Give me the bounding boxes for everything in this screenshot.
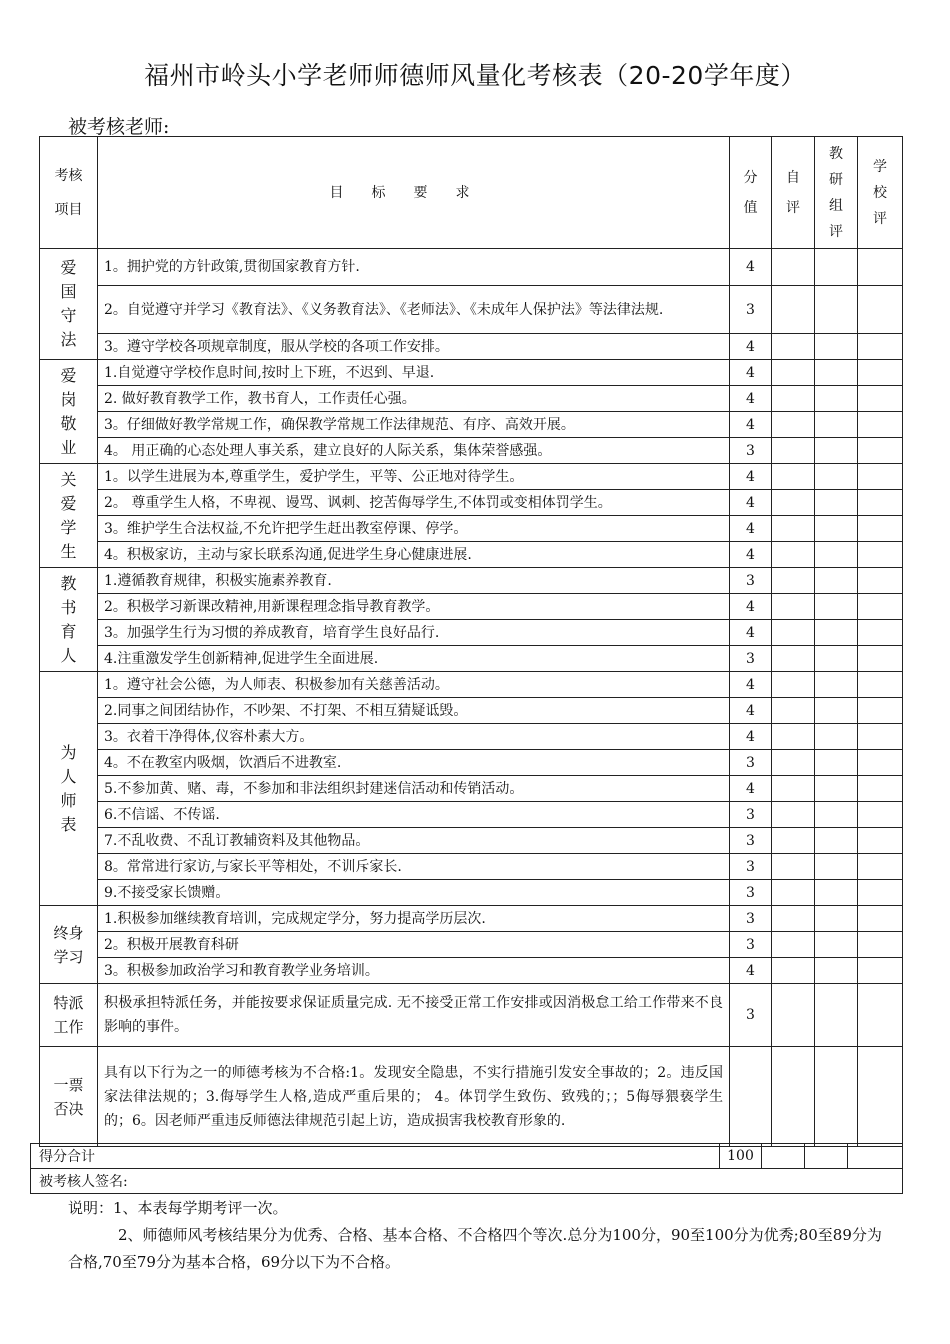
self-eval-cell[interactable] (772, 802, 815, 828)
group-eval-cell[interactable] (815, 360, 858, 386)
self-eval-cell[interactable] (772, 542, 815, 568)
group-eval-cell[interactable] (815, 249, 858, 286)
self-eval-cell[interactable] (772, 1047, 815, 1147)
self-eval-cell[interactable] (772, 516, 815, 542)
table-row (40, 984, 903, 1047)
header-score: 分值 (730, 137, 772, 249)
category-label: 一票否决 (53, 1075, 84, 1118)
school-eval-cell[interactable] (858, 958, 903, 984)
score-value: 4 (730, 360, 772, 386)
group-eval-cell[interactable] (815, 438, 858, 464)
header-school-eval: 学校评 (858, 137, 903, 249)
table-row (40, 286, 903, 334)
score-value: 3 (730, 854, 772, 880)
score-value: 3 (730, 438, 772, 464)
category-label: 终身学习 (53, 923, 84, 966)
score-value: 3 (730, 906, 772, 932)
category-label: 为人师表 (60, 742, 77, 834)
school-eval-cell[interactable] (858, 646, 903, 672)
table-row (40, 438, 903, 464)
requirement-text: 4。不在教室内吸烟，饮酒后不进教室. (98, 750, 730, 776)
category-cell (40, 672, 98, 906)
score-value: 3 (730, 828, 772, 854)
school-eval-cell[interactable] (858, 698, 903, 724)
group-eval-cell[interactable] (815, 412, 858, 438)
header-category: 考核项目 (40, 137, 98, 249)
requirement-text: 3。加强学生行为习惯的养成教育，培育学生良好品行. (98, 620, 730, 646)
requirement-text: 4.注重激发学生创新精神,促进学生全面进展. (98, 646, 730, 672)
self-eval-cell[interactable] (772, 412, 815, 438)
self-eval-cell[interactable] (772, 672, 815, 698)
signature-row (31, 1169, 903, 1194)
score-value: 4 (730, 724, 772, 750)
score-value: 3 (730, 286, 772, 334)
teacher-name-label: 被考核老师: (68, 116, 170, 138)
group-eval-cell[interactable] (815, 594, 858, 620)
total-group-cell[interactable] (805, 1144, 848, 1169)
table-row (40, 646, 903, 672)
page-title: 福州市岭头小学老师师德师风量化考核表（20-20学年度） (144, 61, 806, 90)
table-row (40, 672, 903, 698)
table-row (40, 776, 903, 802)
table-row (40, 386, 903, 412)
score-value: 3 (730, 802, 772, 828)
category-cell (40, 464, 98, 568)
group-eval-cell[interactable] (815, 568, 858, 594)
school-eval-cell[interactable] (858, 412, 903, 438)
group-eval-cell[interactable] (815, 906, 858, 932)
group-eval-cell[interactable] (815, 828, 858, 854)
requirement-text: 3。维护学生合法权益,不允许把学生赶出教室停课、停学。 (98, 516, 730, 542)
score-value: 4 (730, 594, 772, 620)
requirement-text: 1。遵守社会公德，为人师表、积极参加有关慈善活动。 (98, 672, 730, 698)
requirement-text: 2。 尊重学生人格，不卑视、谩骂、讽刺、挖苦侮辱学生,不体罚或变相体罚学生。 (98, 490, 730, 516)
group-eval-cell[interactable] (815, 286, 858, 334)
signature-label: 被考核人签名: (31, 1169, 903, 1194)
score-value: 4 (730, 672, 772, 698)
score-value: 4 (730, 386, 772, 412)
group-eval-cell[interactable] (815, 620, 858, 646)
score-value: 4 (730, 542, 772, 568)
school-eval-cell[interactable] (858, 828, 903, 854)
school-eval-cell[interactable] (858, 1047, 903, 1147)
requirement-text: 4。 用正确的心态处理人事关系，建立良好的人际关系，集体荣誉感强。 (98, 438, 730, 464)
table-row (40, 854, 903, 880)
requirement-text: 3。积极参加政治学习和教育教学业务培训。 (98, 958, 730, 984)
school-eval-cell[interactable] (858, 249, 903, 286)
total-self-cell[interactable] (762, 1144, 805, 1169)
total-row (31, 1144, 903, 1169)
group-eval-cell[interactable] (815, 984, 858, 1047)
requirement-text: 5.不参加黄、赌、毒，不参加和非法组织封建迷信活动和传销活动。 (98, 776, 730, 802)
self-eval-cell[interactable] (772, 386, 815, 412)
self-eval-cell[interactable] (772, 568, 815, 594)
school-eval-cell[interactable] (858, 724, 903, 750)
self-eval-cell[interactable] (772, 750, 815, 776)
category-cell (40, 249, 98, 360)
self-eval-cell[interactable] (772, 724, 815, 750)
requirement-text: 3。仔细做好教学常规工作，确保教学常规工作法律规范、有序、高效开展。 (98, 412, 730, 438)
group-eval-cell[interactable] (815, 1047, 858, 1147)
table-row (40, 750, 903, 776)
score-value: 3 (730, 932, 772, 958)
requirement-text: 具有以下行为之一的师德考核为不合格:1。发现安全隐患，不实行措施引发安全事故的；2。违反国家法律法规的；3.侮辱学生人格,造成严重后果的； 4。体罚学生致伤、致残的；；5侮辱猥亵学生的；6。因老师严重违反师德法律规范引起上访，造成损害我校教育形象的. (98, 1047, 730, 1147)
group-eval-cell[interactable] (815, 386, 858, 412)
school-eval-cell[interactable] (858, 542, 903, 568)
school-eval-cell[interactable] (858, 490, 903, 516)
group-eval-cell[interactable] (815, 776, 858, 802)
self-eval-cell[interactable] (772, 360, 815, 386)
self-eval-cell[interactable] (772, 984, 815, 1047)
school-eval-cell[interactable] (858, 286, 903, 334)
school-eval-cell[interactable] (858, 620, 903, 646)
table-row (40, 802, 903, 828)
table-row (40, 360, 903, 386)
score-value: 4 (730, 516, 772, 542)
school-eval-cell[interactable] (858, 776, 903, 802)
self-eval-cell[interactable] (772, 438, 815, 464)
category-label: 关爱学生 (60, 469, 77, 561)
table-row (40, 724, 903, 750)
note-line-2: 2、师德师风考核结果分为优秀、合格、基本合格、不合格四个等次.总分为100分，90至100分为优秀;80至89分为合格,70至79分为基本合格，69分以下为不合格。 (68, 1226, 882, 1271)
category-cell (40, 1047, 98, 1147)
requirement-text: 9.不接受家长馈赠。 (98, 880, 730, 906)
requirement-text: 4。积极家访，主动与家长联系沟通,促进学生身心健康进展. (98, 542, 730, 568)
school-eval-cell[interactable] (858, 334, 903, 360)
group-eval-cell[interactable] (815, 698, 858, 724)
group-eval-cell[interactable] (815, 880, 858, 906)
requirement-text: 1.遵循教育规律，积极实施素养教育. (98, 568, 730, 594)
header-group-eval: 教研组评 (815, 137, 858, 249)
score-value: 3 (730, 750, 772, 776)
group-eval-cell[interactable] (815, 464, 858, 490)
group-eval-cell[interactable] (815, 490, 858, 516)
school-eval-cell[interactable] (858, 880, 903, 906)
table-row (40, 594, 903, 620)
score-value: 3 (730, 646, 772, 672)
school-eval-cell[interactable] (858, 854, 903, 880)
score-value: 3 (730, 880, 772, 906)
self-eval-cell[interactable] (772, 698, 815, 724)
school-eval-cell[interactable] (858, 438, 903, 464)
group-eval-cell[interactable] (815, 802, 858, 828)
requirement-text: 1。以学生进展为本,尊重学生，爱护学生，平等、公正地对待学生。 (98, 464, 730, 490)
self-eval-cell[interactable] (772, 932, 815, 958)
score-value (730, 1047, 772, 1147)
requirement-text: 3。遵守学校各项规章制度，服从学校的各项工作安排。 (98, 334, 730, 360)
group-eval-cell[interactable] (815, 854, 858, 880)
school-eval-cell[interactable] (858, 672, 903, 698)
score-value: 3 (730, 984, 772, 1047)
self-eval-cell[interactable] (772, 828, 815, 854)
self-eval-cell[interactable] (772, 490, 815, 516)
self-eval-cell[interactable] (772, 464, 815, 490)
requirement-text: 2。积极学习新课改精神,用新课程理念指导教育教学。 (98, 594, 730, 620)
summary-table (30, 1143, 903, 1194)
school-eval-cell[interactable] (858, 802, 903, 828)
category-cell (40, 568, 98, 672)
category-cell (40, 360, 98, 464)
score-value: 4 (730, 958, 772, 984)
score-value: 4 (730, 698, 772, 724)
header-self-eval: 自评 (772, 137, 815, 249)
score-value: 4 (730, 334, 772, 360)
self-eval-cell[interactable] (772, 880, 815, 906)
score-value: 4 (730, 620, 772, 646)
table-row (40, 249, 903, 286)
category-label: 教书育人 (60, 573, 77, 665)
group-eval-cell[interactable] (815, 958, 858, 984)
requirement-text: 积极承担特派任务，并能按要求保证质量完成. 无不接受正常工作安排或因消极怠工给工作带来不良影响的事件。 (98, 984, 730, 1047)
requirement-text: 1.自觉遵守学校作息时间,按时上下班，不迟到、早退. (98, 360, 730, 386)
notes (68, 1195, 886, 1276)
table-row (40, 1047, 903, 1147)
group-eval-cell[interactable] (815, 724, 858, 750)
category-cell (40, 984, 98, 1047)
table-row (40, 932, 903, 958)
self-eval-cell[interactable] (772, 249, 815, 286)
category-label: 爱国守法 (60, 258, 77, 349)
group-eval-cell[interactable] (815, 646, 858, 672)
school-eval-cell[interactable] (858, 516, 903, 542)
table-row (40, 412, 903, 438)
self-eval-cell[interactable] (772, 594, 815, 620)
requirement-text: 3。衣着干净得体,仪容朴素大方。 (98, 724, 730, 750)
assessment-table (39, 136, 903, 1147)
school-eval-cell[interactable] (858, 360, 903, 386)
school-eval-cell[interactable] (858, 568, 903, 594)
table-row (40, 542, 903, 568)
requirement-text: 6.不信谣、不传谣. (98, 802, 730, 828)
score-value: 4 (730, 490, 772, 516)
requirement-text: 7.不乱收费、不乱订教辅资料及其他物品。 (98, 828, 730, 854)
requirement-text: 2. 做好教育教学工作，教书育人，工作责任心强。 (98, 386, 730, 412)
school-eval-cell[interactable] (858, 984, 903, 1047)
school-eval-cell[interactable] (858, 932, 903, 958)
table-row (40, 880, 903, 906)
table-row (40, 464, 903, 490)
requirement-text: 2。自觉遵守并学习《教育法》、《义务教育法》、《老师法》、《未成年人保护法》等法律法规. (98, 286, 730, 334)
table-row (40, 516, 903, 542)
total-value: 100 (720, 1144, 762, 1169)
table-row (40, 698, 903, 724)
school-eval-cell[interactable] (858, 386, 903, 412)
score-value: 4 (730, 412, 772, 438)
requirement-text: 1.积极参加继续教育培训，完成规定学分，努力提高学历层次. (98, 906, 730, 932)
self-eval-cell[interactable] (772, 776, 815, 802)
score-value: 3 (730, 568, 772, 594)
requirement-text: 8。常常进行家访,与家长平等相处，不训斥家长. (98, 854, 730, 880)
category-label: 爱岗敬业 (60, 365, 77, 457)
table-header-row (40, 137, 903, 249)
total-school-cell[interactable] (848, 1144, 903, 1169)
school-eval-cell[interactable] (858, 464, 903, 490)
table-row (40, 568, 903, 594)
self-eval-cell[interactable] (772, 286, 815, 334)
group-eval-cell[interactable] (815, 542, 858, 568)
self-eval-cell[interactable] (772, 854, 815, 880)
requirement-text: 1。拥护党的方针政策,贯彻国家教育方针. (98, 249, 730, 286)
score-value: 4 (730, 464, 772, 490)
group-eval-cell[interactable] (815, 334, 858, 360)
table-row (40, 490, 903, 516)
score-value: 4 (730, 249, 772, 286)
total-label: 得分合计 (31, 1144, 720, 1169)
header-requirement: 目标要求 (98, 137, 730, 249)
self-eval-cell[interactable] (772, 646, 815, 672)
category-label: 特派工作 (53, 994, 84, 1036)
group-eval-cell[interactable] (815, 932, 858, 958)
score-value: 4 (730, 776, 772, 802)
table-row (40, 828, 903, 854)
school-eval-cell[interactable] (858, 906, 903, 932)
table-row (40, 906, 903, 932)
table-row (40, 958, 903, 984)
requirement-text: 2。积极开展教育科研 (98, 932, 730, 958)
group-eval-cell[interactable] (815, 516, 858, 542)
school-eval-cell[interactable] (858, 750, 903, 776)
requirement-text: 2.同事之间团结协作，不吵架、不打架、不相互猜疑诋毁。 (98, 698, 730, 724)
school-eval-cell[interactable] (858, 594, 903, 620)
table-row (40, 334, 903, 360)
self-eval-cell[interactable] (772, 334, 815, 360)
self-eval-cell[interactable] (772, 958, 815, 984)
category-cell (40, 906, 98, 984)
note-line-1: 说明：1、本表每学期考评一次。 (68, 1199, 288, 1217)
group-eval-cell[interactable] (815, 672, 858, 698)
self-eval-cell[interactable] (772, 906, 815, 932)
table-row (40, 620, 903, 646)
self-eval-cell[interactable] (772, 620, 815, 646)
group-eval-cell[interactable] (815, 750, 858, 776)
